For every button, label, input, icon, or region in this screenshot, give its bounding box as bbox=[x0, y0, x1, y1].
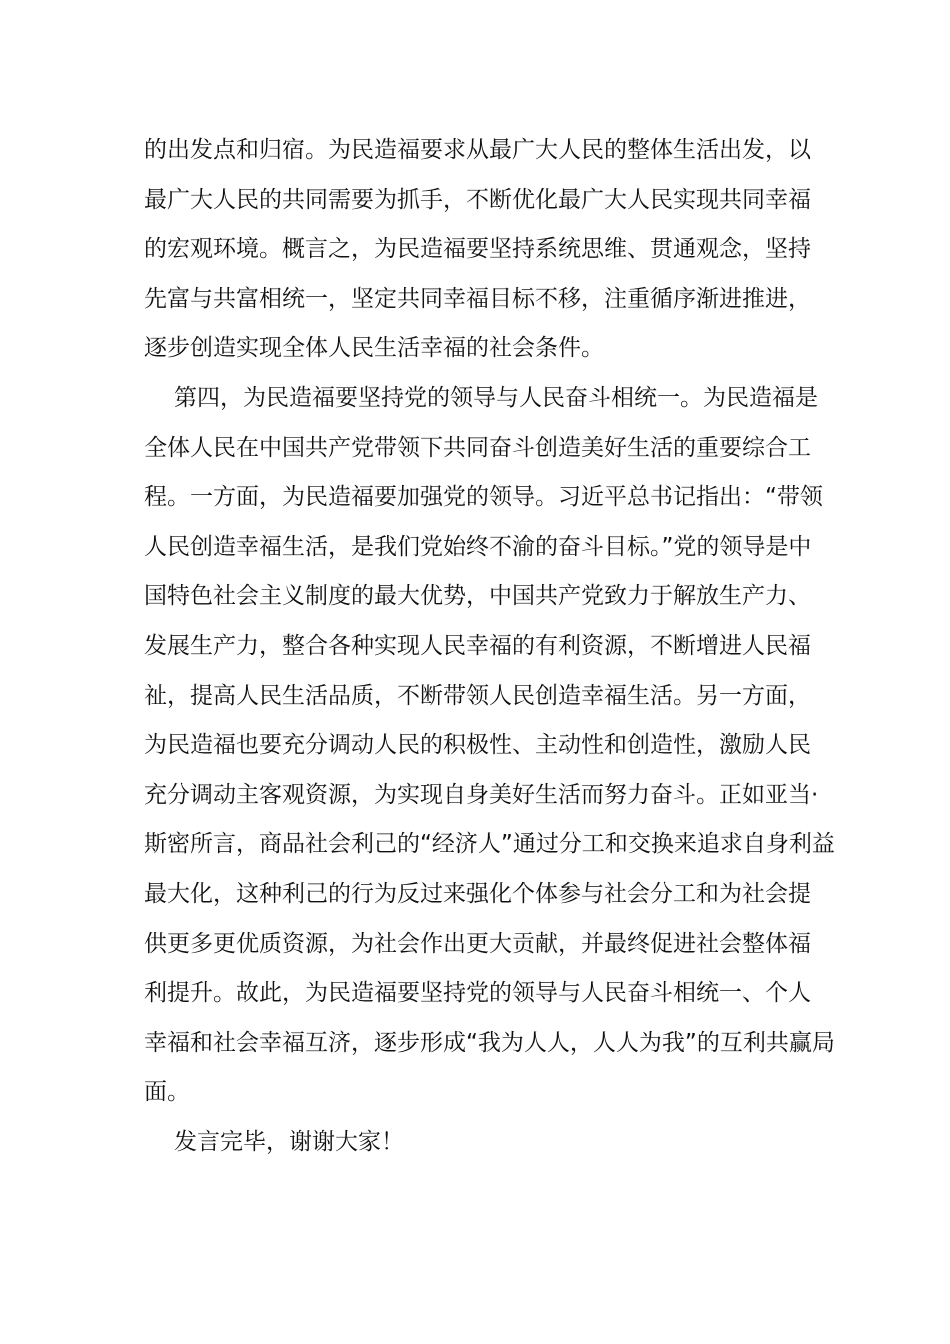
paragraph-1 bbox=[144, 126, 811, 374]
text-line: 程。一方面，为民造福要加强党的领导。习近平总书记指出：“带领 bbox=[144, 484, 823, 511]
text-line: 充分调动主客观资源，为实现自身美好生活而努力奋斗。正如亚当· bbox=[144, 781, 819, 808]
text-line: 供更多更优质资源，为社会作出更大贡献，并最终促进社会整体福 bbox=[144, 930, 811, 957]
text-line: 面。 bbox=[144, 1079, 190, 1106]
text-line: 最大化，这种利己的行为反过来强化个体参与社会分工和为社会提 bbox=[144, 880, 811, 907]
closing-paragraph bbox=[144, 1118, 808, 1168]
text-line: 祉，提高人民生活品质，不断带领人民创造幸福生活。另一方面， bbox=[144, 682, 811, 709]
text-line: 利提升。故此，为民造福要坚持党的领导与人民奋斗相统一、个人 bbox=[144, 980, 811, 1007]
text-line: 为民造福也要充分调动人民的积极性、主动性和创造性，激励人民 bbox=[144, 732, 811, 759]
text-line: 最广大人民的共同需要为抓手，不断优化最广大人民实现共同幸福 bbox=[144, 186, 811, 213]
document-body bbox=[144, 126, 835, 1167]
text-line: 幸福和社会幸福互济，逐步形成“我为人人，人人为我”的互利共赢局 bbox=[144, 1029, 835, 1056]
text-line: 国特色社会主义制度的最大优势，中国共产党致力于解放生产力、 bbox=[144, 583, 811, 610]
paragraph-2 bbox=[144, 374, 835, 1118]
text-line: 人民创造幸福生活，是我们党始终不渝的奋斗目标。”党的领导是中 bbox=[144, 533, 812, 560]
text-line: 先富与共富相统一，坚定共同幸福目标不移，注重循序渐进推进， bbox=[144, 285, 811, 312]
text-line: 发展生产力，整合各种实现人民幸福的有利资源，不断增进人民福 bbox=[144, 632, 811, 659]
closing-line: 发言完毕，谢谢大家！ bbox=[174, 1128, 404, 1155]
text-line: 斯密所言，商品社会利己的“经济人”通过分工和交换来追求自身利益 bbox=[144, 831, 835, 858]
text-line: 全体人民在中国共产党带领下共同奋斗创造美好生活的重要综合工 bbox=[144, 434, 811, 461]
text-line: 的宏观环境。概言之，为民造福要坚持系统思维、贯通观念，坚持 bbox=[144, 236, 811, 263]
text-line: 第四，为民造福要坚持党的领导与人民奋斗相统一。为民造福是 bbox=[174, 384, 818, 411]
text-line: 逐步创造实现全体人民生活幸福的社会条件。 bbox=[144, 335, 604, 362]
text-line: 的出发点和归宿。为民造福要求从最广大人民的整体生活出发，以 bbox=[144, 137, 811, 163]
